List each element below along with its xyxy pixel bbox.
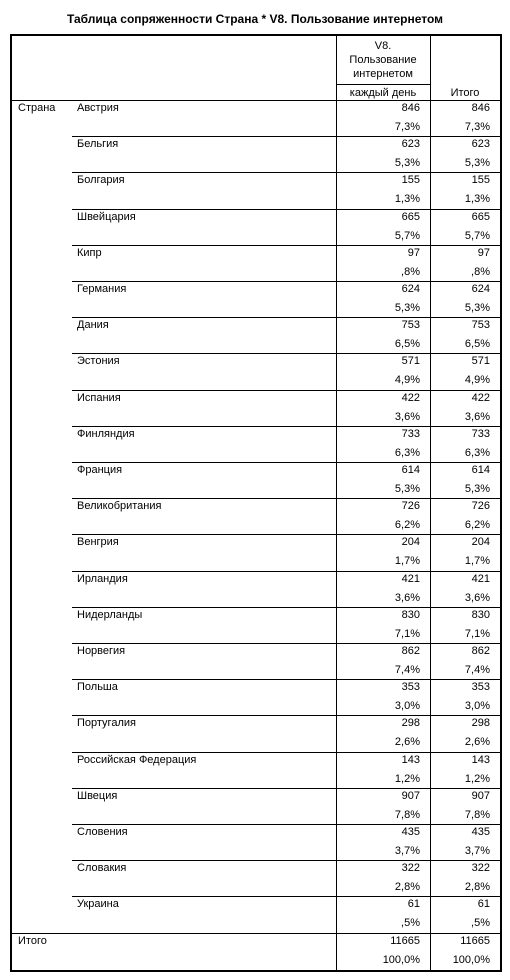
total-count-cell: 143 (471, 754, 490, 766)
total-count-cell: 733 (471, 428, 490, 440)
percent-cell: 7,8% (394, 809, 420, 821)
country-label: Португалия (77, 717, 136, 729)
row-divider (72, 896, 500, 897)
total-count-cell: 571 (471, 355, 490, 367)
count-cell: 422 (401, 392, 420, 404)
country-label: Кипр (77, 247, 102, 259)
header-variable-title: V8. (374, 40, 392, 52)
percent-cell: 3,0% (394, 700, 420, 712)
row-group-label: Страна (18, 102, 56, 114)
country-label: Ирландия (77, 573, 128, 585)
percent-cell: 7,4% (394, 664, 420, 676)
total-count-cell: 204 (471, 536, 490, 548)
total-count-cell: 322 (471, 862, 490, 874)
total-count-cell: 422 (471, 392, 490, 404)
total-percent-cell: 3,6% (464, 592, 490, 604)
percent-cell: 1,7% (394, 555, 420, 567)
row-divider (72, 390, 500, 391)
row-divider (72, 209, 500, 210)
row-divider (72, 607, 500, 608)
count-cell: 733 (401, 428, 420, 440)
column-divider (336, 34, 337, 972)
total-percent-cell: 3,0% (464, 700, 490, 712)
total-count-cell: 623 (471, 138, 490, 150)
total-label: Итого (18, 935, 47, 947)
row-divider (72, 281, 500, 282)
country-label: Испания (77, 392, 121, 404)
row-divider (72, 317, 500, 318)
total-count-cell: 830 (471, 609, 490, 621)
total-count-cell: 11665 (390, 935, 420, 947)
row-divider (72, 534, 500, 535)
percent-cell: 1,2% (394, 773, 420, 785)
total-percent-cell: 7,8% (464, 809, 490, 821)
count-cell: 421 (401, 573, 420, 585)
total-percent-cell: 5,3% (464, 302, 490, 314)
total-percent-cell: 7,4% (464, 664, 490, 676)
count-cell: 862 (401, 645, 420, 657)
count-cell: 614 (401, 464, 420, 476)
count-cell: 753 (401, 319, 420, 331)
row-divider (72, 643, 500, 644)
header-divider (336, 84, 430, 85)
percent-cell: ,8% (401, 266, 420, 278)
percent-cell: 7,3% (394, 121, 420, 133)
header-total: Итого (450, 87, 480, 99)
country-label: Финляндия (77, 428, 135, 440)
percent-cell: 5,3% (394, 302, 420, 314)
row-divider (72, 824, 500, 825)
total-count-cell: 846 (471, 102, 490, 114)
percent-cell: ,5% (401, 917, 420, 929)
percent-cell: 4,9% (394, 374, 420, 386)
country-label: Польша (77, 681, 118, 693)
total-percent-cell: 6,5% (464, 338, 490, 350)
count-cell: 907 (401, 790, 420, 802)
row-divider (72, 245, 500, 246)
row-divider (72, 172, 500, 173)
total-count-cell: 435 (471, 826, 490, 838)
total-count-cell: 61 (477, 898, 490, 910)
total-count-cell: 97 (477, 247, 490, 259)
total-percent-cell: 1,2% (464, 773, 490, 785)
row-divider (72, 860, 500, 861)
total-count-cell: 614 (471, 464, 490, 476)
header-variable-title: Пользование (349, 54, 417, 66)
country-label: Нидерланды (77, 609, 143, 621)
row-divider (72, 788, 500, 789)
percent-cell: 2,6% (394, 736, 420, 748)
percent-cell: 7,1% (394, 628, 420, 640)
total-percent-cell: 5,7% (464, 230, 490, 242)
percent-cell: 6,3% (394, 447, 420, 459)
percent-cell: 1,3% (394, 193, 420, 205)
total-count-cell: 353 (471, 681, 490, 693)
country-label: Швейцария (77, 211, 136, 223)
row-divider (72, 426, 500, 427)
country-label: Болгария (77, 174, 125, 186)
total-percent-cell: 100,0% (382, 954, 420, 966)
country-label: Эстония (77, 355, 120, 367)
country-label: Венгрия (77, 536, 119, 548)
percent-cell: 5,7% (394, 230, 420, 242)
count-cell: 665 (401, 211, 420, 223)
total-count-cell: 421 (471, 573, 490, 585)
percent-cell: 2,8% (394, 881, 420, 893)
total-count-cell: 726 (471, 500, 490, 512)
count-cell: 623 (401, 138, 420, 150)
table-title: Таблица сопряженности Страна * V8. Пользование интернетом (66, 12, 444, 26)
country-label: Германия (77, 283, 127, 295)
total-percent-cell: 4,9% (464, 374, 490, 386)
total-percent-cell: 6,3% (464, 447, 490, 459)
row-divider (72, 571, 500, 572)
row-divider (72, 462, 500, 463)
total-percent-cell: ,8% (471, 266, 490, 278)
total-percent-cell: 5,3% (464, 483, 490, 495)
total-row-divider (10, 933, 500, 934)
country-label: Украина (77, 898, 119, 910)
count-cell: 298 (401, 717, 420, 729)
count-cell: 97 (407, 247, 420, 259)
country-label: Российская Федерация (77, 754, 197, 766)
header-variable-title: интернетом (353, 68, 413, 80)
grand-total-count-cell: 11665 (460, 935, 490, 947)
count-cell: 830 (401, 609, 420, 621)
row-divider (72, 353, 500, 354)
header-bottom-line (10, 100, 500, 101)
country-label: Бельгия (77, 138, 119, 150)
country-label: Великобритания (77, 500, 162, 512)
row-divider (72, 752, 500, 753)
total-percent-cell: 1,7% (464, 555, 490, 567)
crosstab-table (10, 34, 502, 972)
count-cell: 204 (401, 536, 420, 548)
percent-cell: 5,3% (394, 483, 420, 495)
total-percent-cell: 1,3% (464, 193, 490, 205)
percent-cell: 3,6% (394, 592, 420, 604)
row-divider (72, 498, 500, 499)
total-percent-cell: 5,3% (464, 157, 490, 169)
count-cell: 571 (401, 355, 420, 367)
total-count-cell: 624 (471, 283, 490, 295)
country-label: Словения (77, 826, 128, 838)
count-cell: 155 (401, 174, 420, 186)
row-divider (72, 679, 500, 680)
count-cell: 846 (401, 102, 420, 114)
count-cell: 726 (401, 500, 420, 512)
total-count-cell: 298 (471, 717, 490, 729)
country-label: Словакия (77, 862, 127, 874)
total-percent-cell: 7,1% (464, 628, 490, 640)
percent-cell: 6,5% (394, 338, 420, 350)
total-percent-cell: ,5% (471, 917, 490, 929)
row-divider (72, 136, 500, 137)
count-cell: 322 (401, 862, 420, 874)
total-count-cell: 862 (471, 645, 490, 657)
grand-total-percent-cell: 100,0% (452, 954, 490, 966)
total-count-cell: 753 (471, 319, 490, 331)
country-label: Швеция (77, 790, 118, 802)
country-label: Дания (77, 319, 109, 331)
total-percent-cell: 3,6% (464, 411, 490, 423)
row-divider (72, 715, 500, 716)
percent-cell: 5,3% (394, 157, 420, 169)
total-percent-cell: 3,7% (464, 845, 490, 857)
percent-cell: 3,6% (394, 411, 420, 423)
count-cell: 61 (407, 898, 420, 910)
total-percent-cell: 7,3% (464, 121, 490, 133)
country-label: Австрия (77, 102, 119, 114)
count-cell: 143 (401, 754, 420, 766)
count-cell: 353 (401, 681, 420, 693)
percent-cell: 3,7% (394, 845, 420, 857)
total-percent-cell: 2,6% (464, 736, 490, 748)
column-divider (430, 34, 431, 972)
count-cell: 435 (401, 826, 420, 838)
total-percent-cell: 6,2% (464, 519, 490, 531)
total-count-cell: 665 (471, 211, 490, 223)
header-category: каждый день (349, 87, 417, 99)
total-percent-cell: 2,8% (464, 881, 490, 893)
percent-cell: 6,2% (394, 519, 420, 531)
country-label: Франция (77, 464, 123, 476)
total-count-cell: 907 (471, 790, 490, 802)
count-cell: 624 (401, 283, 420, 295)
total-count-cell: 155 (471, 174, 490, 186)
country-label: Норвегия (77, 645, 126, 657)
